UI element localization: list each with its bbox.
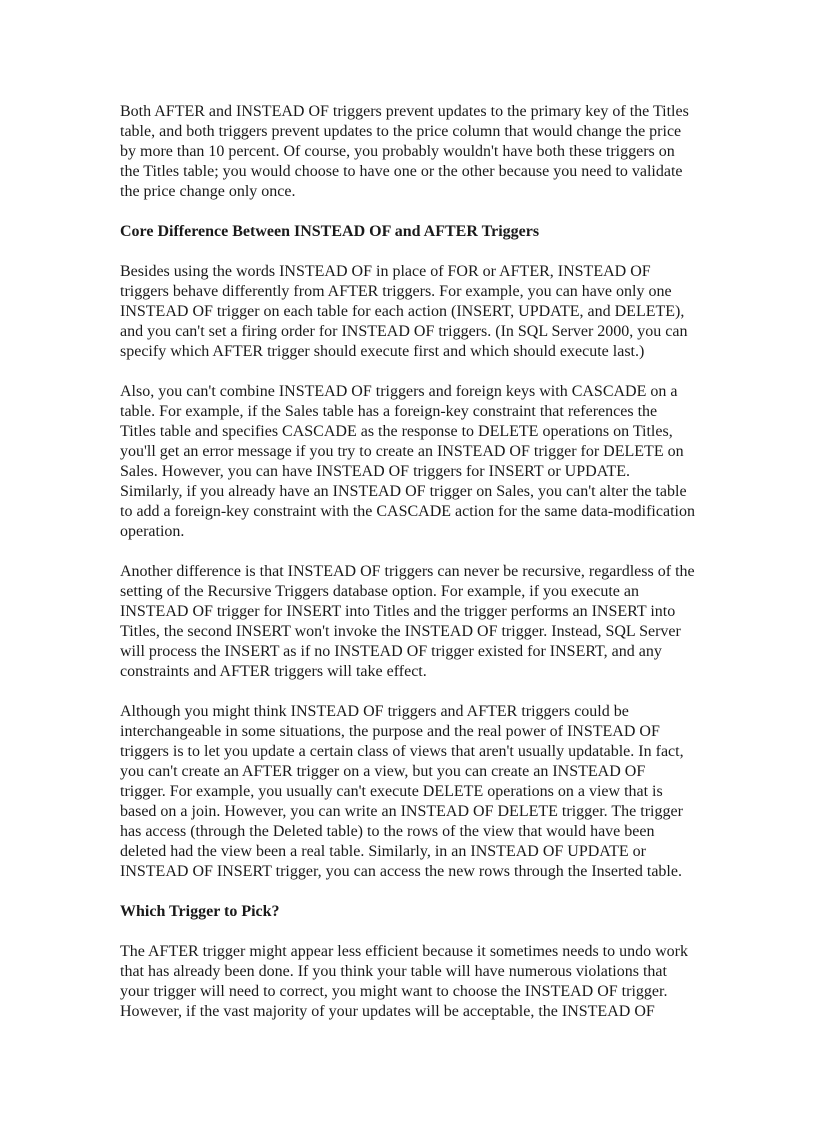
text-line: deleted had the view been a real table. Similarly, in an INSTEAD OF UPDATE or (120, 843, 646, 860)
text-line: INSTEAD OF trigger for INSERT into Titles and the trigger performs an INSERT into (120, 603, 676, 620)
heading-core-difference: Core Difference Between INSTEAD OF and AFTER Triggers (120, 223, 540, 240)
text-line: you can't create an AFTER trigger on a view, but you can create an INSTEAD OF (120, 763, 646, 780)
text-line: based on a join. However, you can write an INSTEAD OF DELETE trigger. The trigger (120, 803, 683, 820)
text-line: However, if the vast majority of your updates will be acceptable, the INSTEAD OF (120, 1003, 655, 1020)
text-line: Sales. However, you can have INSTEAD OF triggers for INSERT or UPDATE. (120, 463, 631, 480)
text-line: Besides using the words INSTEAD OF in place of FOR or AFTER, INSTEAD OF (120, 263, 651, 280)
paragraph-after-efficiency (120, 942, 705, 1022)
text-line: your trigger will need to correct, you might want to choose the INSTEAD OF trigger. (120, 983, 668, 1000)
paragraph-besides-using (120, 262, 705, 362)
text-line: triggers is to let you update a certain class of views that aren't usually updatable. In fact, (120, 743, 684, 760)
text-line: trigger. For example, you usually can't execute DELETE operations on a view that is (120, 783, 663, 800)
text-line: has access (through the Deleted table) to the rows of the view that would have been (120, 823, 655, 840)
text-line: by more than 10 percent. Of course, you probably wouldn't have both these triggers on (120, 143, 675, 160)
text-line: Although you might think INSTEAD OF triggers and AFTER triggers could be (120, 703, 629, 720)
text-line: The AFTER trigger might appear less efficient because it sometimes needs to undo work (120, 943, 689, 960)
text-line: the Titles table; you would choose to have one or the other because you need to validate (120, 163, 683, 180)
text-line: constraints and AFTER triggers will take effect. (120, 663, 427, 680)
text-line: Titles table and specifies CASCADE as the response to DELETE operations on Titles, (120, 423, 673, 440)
paragraph-after-instead-of-prevent (120, 102, 705, 202)
text-line: will process the INSERT as if no INSTEAD OF trigger existed for INSERT, and any (120, 643, 662, 660)
text-line: Also, you can't combine INSTEAD OF triggers and foreign keys with CASCADE on a (120, 383, 678, 400)
text-line: table, and both triggers prevent updates to the price column that would change the price (120, 123, 682, 140)
text-line: specify which AFTER trigger should execute first and which should execute last.) (120, 343, 645, 360)
text-line: INSTEAD OF INSERT trigger, you can access the new rows through the Inserted table. (120, 863, 682, 880)
paragraph-views (120, 702, 705, 882)
text-line: Similarly, if you already have an INSTEAD OF trigger on Sales, you can't alter the table (120, 483, 687, 500)
text-line: to add a foreign-key constraint with the CASCADE action for the same data-modification (120, 503, 695, 520)
text-line: interchangeable in some situations, the purpose and the real power of INSTEAD OF (120, 723, 660, 740)
paragraph-cascade (120, 382, 705, 542)
text-line: table. For example, if the Sales table has a foreign-key constraint that references the (120, 403, 658, 420)
text-line: the price change only once. (120, 183, 296, 200)
paragraph-recursive (120, 562, 705, 682)
text-line: Both AFTER and INSTEAD OF triggers prevent updates to the primary key of the Titles (120, 103, 689, 120)
text-line: you'll get an error message if you try to create an INSTEAD OF trigger for DELETE on (120, 443, 684, 460)
text-line: operation. (120, 523, 185, 540)
text-line: and you can't set a firing order for INSTEAD OF triggers. (In SQL Server 2000, you can (120, 323, 688, 340)
text-line: that has already been done. If you think your table will have numerous violations that (120, 963, 667, 980)
text-line: Titles, the second INSERT won't invoke the INSTEAD OF trigger. Instead, SQL Server (120, 623, 681, 640)
document-body (120, 102, 705, 1042)
text-line: setting of the Recursive Triggers database option. For example, if you execute an (120, 583, 639, 600)
text-line: INSTEAD OF trigger on each table for each action (INSERT, UPDATE, and DELETE), (120, 303, 685, 320)
heading-which-trigger: Which Trigger to Pick? (120, 903, 280, 920)
text-line: Another difference is that INSTEAD OF triggers can never be recursive, regardless of the (120, 563, 695, 580)
text-line: triggers behave differently from AFTER triggers. For example, you can have only one (120, 283, 672, 300)
